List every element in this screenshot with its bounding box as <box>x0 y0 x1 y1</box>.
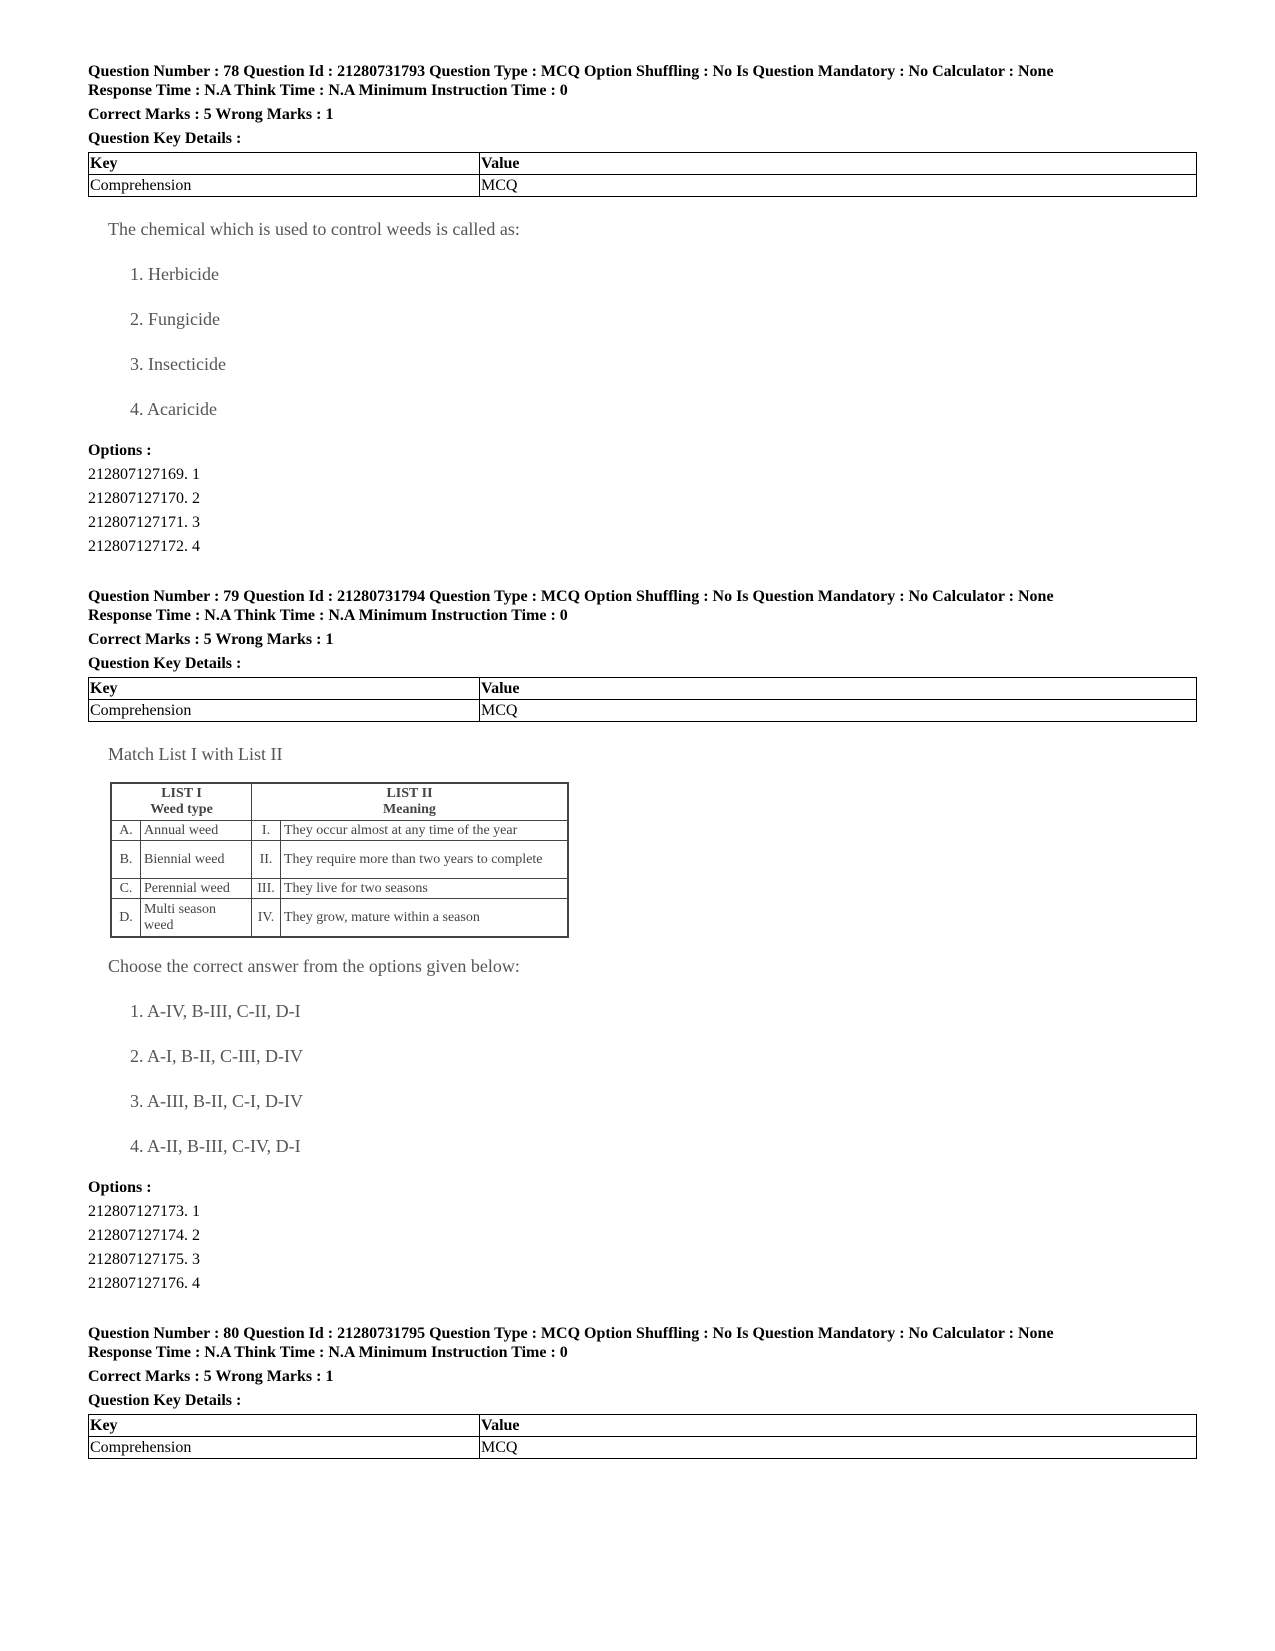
value-cell: MCQ <box>480 1437 1197 1459</box>
key-details-table <box>88 152 1197 197</box>
choice-1: 1. A-IV, B-III, C-II, D-I <box>130 1001 301 1021</box>
options-label: Options : <box>88 442 152 459</box>
option-id: 212807127170. 2 <box>88 490 200 507</box>
question-header-line2: Response Time : N.A Think Time : N.A Minimum Instruction Time : 0 <box>88 1344 568 1361</box>
question-header-line1: Question Number : 80 Question Id : 21280731795 Question Type : MCQ Option Shuffling : No Is Question Mandatory : No Calculator : None <box>88 1325 1054 1342</box>
value-cell: MCQ <box>480 175 1197 197</box>
key-details-table <box>88 677 1197 722</box>
list1-subtitle: Weed type <box>150 802 213 817</box>
question-stem: Match List I with List II <box>108 744 283 764</box>
choice-3: 3. Insecticide <box>130 354 226 374</box>
question-80 <box>88 1324 1196 1459</box>
key-cell: Comprehension <box>89 1437 480 1459</box>
marks-line: Correct Marks : 5 Wrong Marks : 1 <box>88 631 334 648</box>
question-image <box>108 744 1196 766</box>
row-letter: B. <box>111 841 141 879</box>
match-table-header <box>111 783 568 821</box>
key-details-label: Question Key Details : <box>88 1392 242 1409</box>
row-letter: D. <box>111 899 141 938</box>
key-details-label: Question Key Details : <box>88 655 242 672</box>
weed-meaning: They grow, mature within a season <box>281 899 569 938</box>
table-row <box>111 821 568 841</box>
table-row <box>111 899 568 938</box>
table-row <box>111 879 568 899</box>
option-id: 212807127171. 3 <box>88 514 200 531</box>
question-header <box>88 62 1196 100</box>
marks-line: Correct Marks : 5 Wrong Marks : 1 <box>88 1368 334 1385</box>
question-78 <box>88 62 1196 556</box>
question-stem: The chemical which is used to control weeds is called as: <box>108 219 520 239</box>
key-details-label: Question Key Details : <box>88 130 242 147</box>
table-row <box>89 1415 1197 1437</box>
match-table <box>110 782 569 938</box>
value-header: Value <box>480 153 1197 175</box>
weed-type: Biennial weed <box>141 841 252 879</box>
weed-meaning: They require more than two years to complete <box>281 841 569 879</box>
key-cell: Comprehension <box>89 700 480 722</box>
option-id: 212807127169. 1 <box>88 466 200 483</box>
value-header: Value <box>480 1415 1197 1437</box>
choice-3: 3. A-III, B-II, C-I, D-IV <box>130 1091 303 1111</box>
question-header-line1: Question Number : 78 Question Id : 21280731793 Question Type : MCQ Option Shuffling : No Is Question Mandatory : No Calculator : None <box>88 63 1054 80</box>
row-letter: C. <box>111 879 141 899</box>
question-header <box>88 587 1196 625</box>
table-row <box>89 678 1197 700</box>
weed-meaning: They occur almost at any time of the year <box>281 821 569 841</box>
row-roman: II. <box>252 841 281 879</box>
document-page <box>88 62 1196 1459</box>
option-id: 212807127173. 1 <box>88 1203 200 1220</box>
option-id: 212807127176. 4 <box>88 1275 200 1292</box>
table-row <box>111 841 568 879</box>
key-cell: Comprehension <box>89 175 480 197</box>
key-header: Key <box>89 678 480 700</box>
list1-title: LIST I <box>161 786 202 801</box>
marks-line: Correct Marks : 5 Wrong Marks : 1 <box>88 106 334 123</box>
choice-4: 4. A-II, B-III, C-IV, D-I <box>130 1136 301 1156</box>
question-header <box>88 1324 1196 1362</box>
row-letter: A. <box>111 821 141 841</box>
value-cell: MCQ <box>480 700 1197 722</box>
question-image <box>108 219 1196 421</box>
choice-2: 2. A-I, B-II, C-III, D-IV <box>130 1046 303 1066</box>
choice-1: 1. Herbicide <box>130 264 219 284</box>
value-header: Value <box>480 678 1197 700</box>
question-header-line2: Response Time : N.A Think Time : N.A Minimum Instruction Time : 0 <box>88 82 568 99</box>
option-id: 212807127174. 2 <box>88 1227 200 1244</box>
list2-title: LIST II <box>386 786 433 801</box>
key-header: Key <box>89 1415 480 1437</box>
row-roman: IV. <box>252 899 281 938</box>
table-row <box>89 175 1197 197</box>
instruction: Choose the correct answer from the options given below: <box>108 956 520 976</box>
list2-subtitle: Meaning <box>383 802 436 817</box>
list1-header <box>111 783 252 821</box>
question-image-choices <box>108 956 1196 1158</box>
key-header: Key <box>89 153 480 175</box>
weed-type: Perennial weed <box>141 879 252 899</box>
table-row <box>89 1437 1197 1459</box>
choice-2: 2. Fungicide <box>130 309 220 329</box>
table-row <box>89 153 1197 175</box>
weed-type: Annual weed <box>141 821 252 841</box>
weed-meaning: They live for two seasons <box>281 879 569 899</box>
row-roman: I. <box>252 821 281 841</box>
table-row <box>89 700 1197 722</box>
choice-4: 4. Acaricide <box>130 399 217 419</box>
list2-header <box>252 783 569 821</box>
option-id: 212807127175. 3 <box>88 1251 200 1268</box>
key-details-table <box>88 1414 1197 1459</box>
option-id: 212807127172. 4 <box>88 538 200 555</box>
weed-type: Multi season weed <box>141 899 252 938</box>
row-roman: III. <box>252 879 281 899</box>
options-label: Options : <box>88 1179 152 1196</box>
question-header-line2: Response Time : N.A Think Time : N.A Minimum Instruction Time : 0 <box>88 607 568 624</box>
question-79 <box>88 587 1196 1293</box>
question-header-line1: Question Number : 79 Question Id : 21280731794 Question Type : MCQ Option Shuffling : No Is Question Mandatory : No Calculator : None <box>88 588 1054 605</box>
